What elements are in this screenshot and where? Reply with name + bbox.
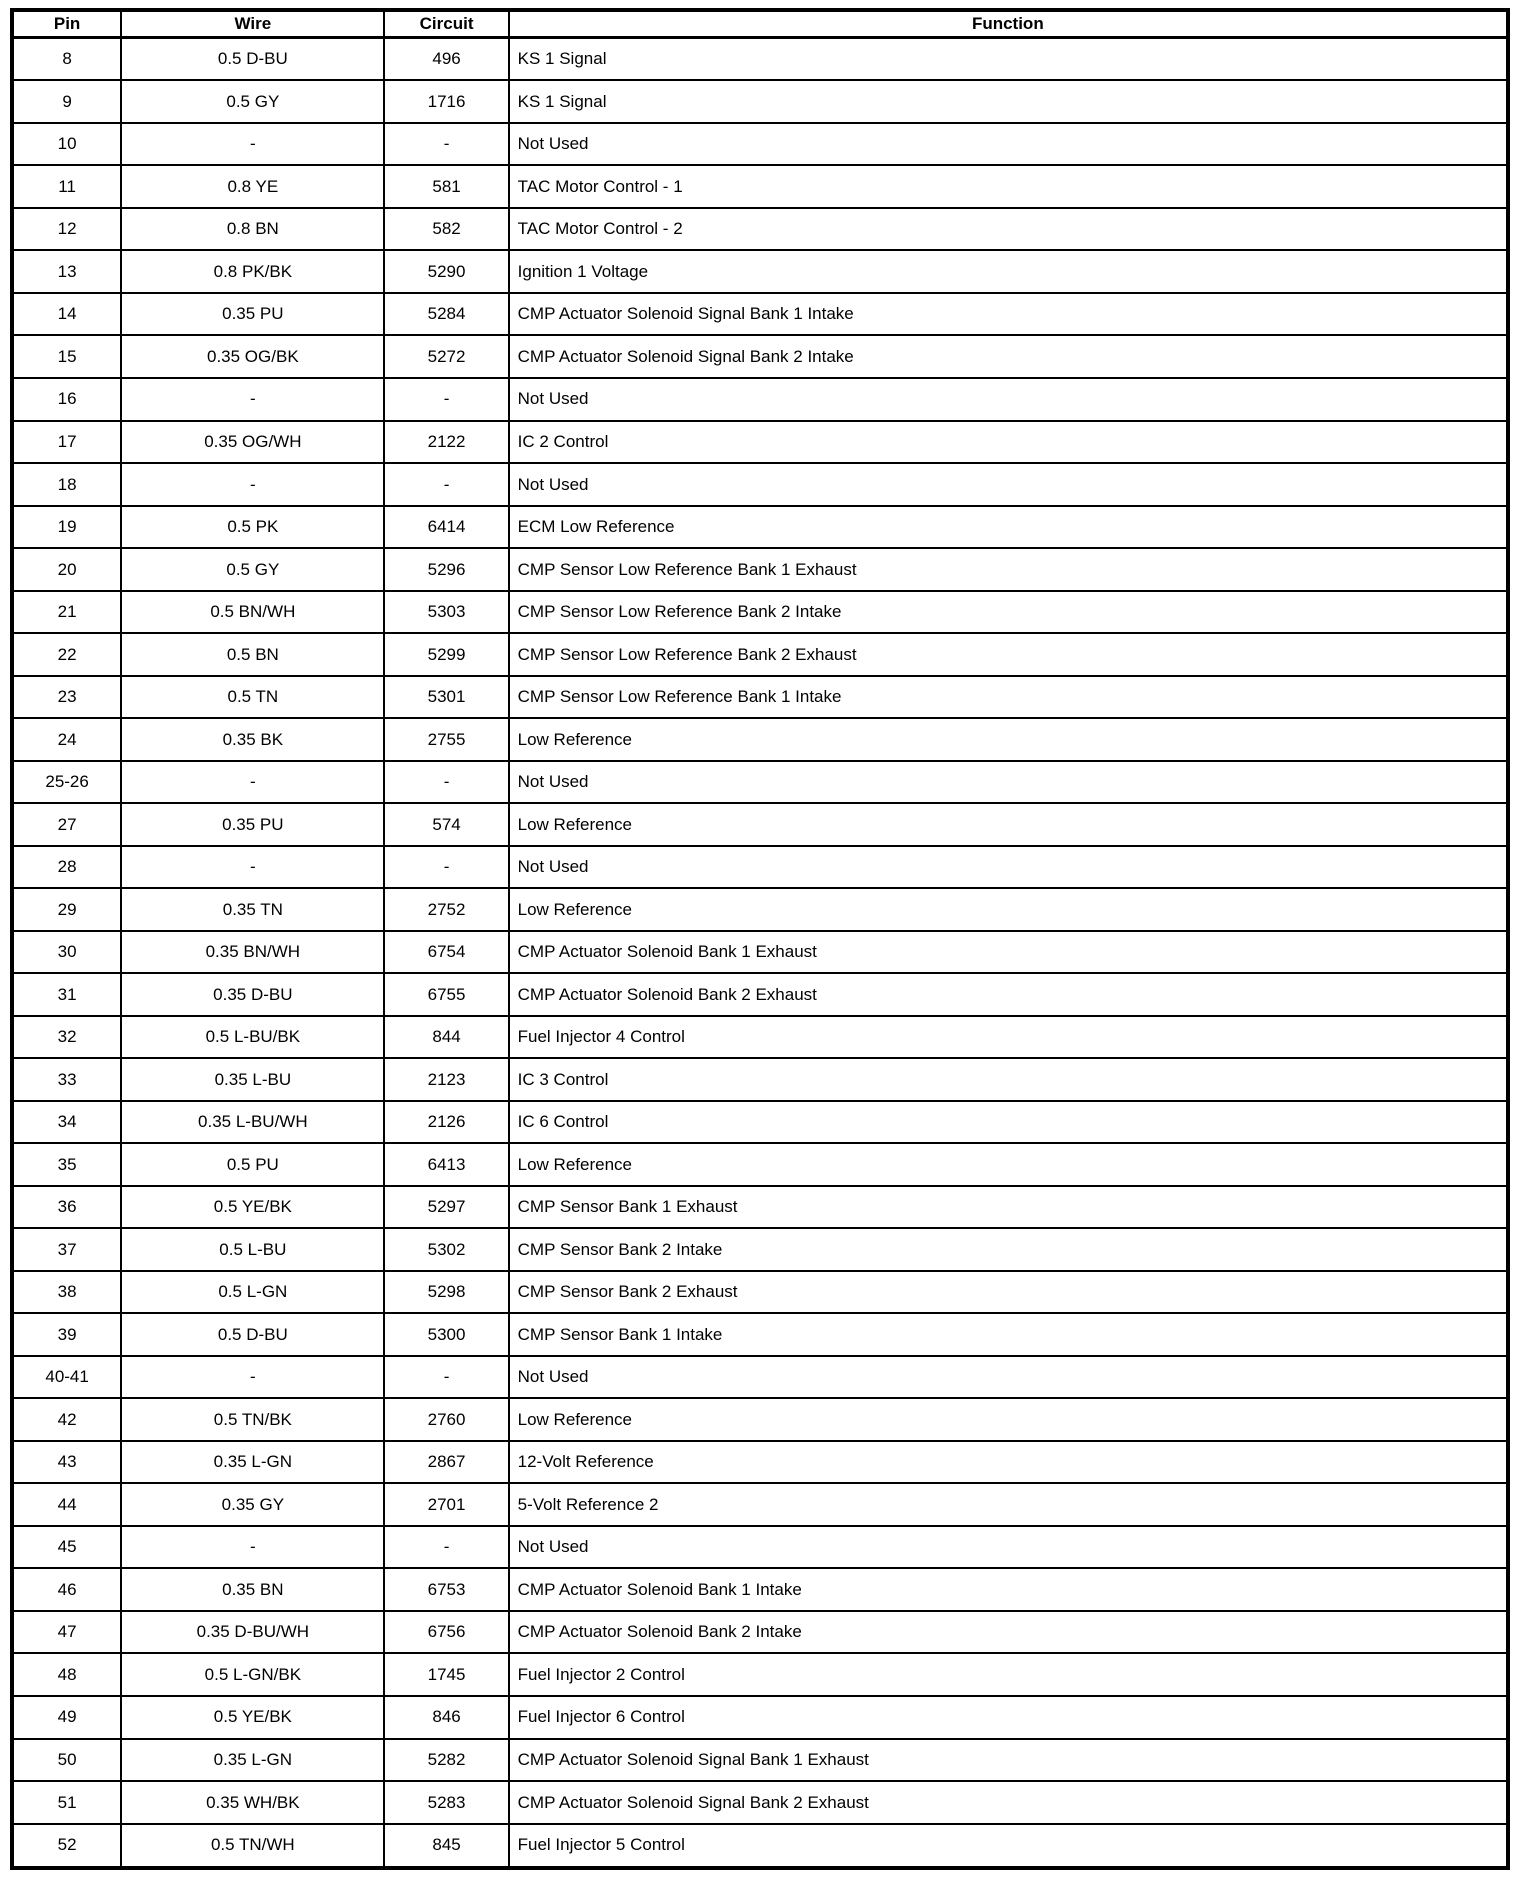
cell-circuit: 2867 xyxy=(384,1441,508,1484)
table-row xyxy=(12,761,1508,804)
cell-circuit: 6754 xyxy=(384,931,508,974)
cell-wire: 0.35 GY xyxy=(121,1483,384,1526)
table-row xyxy=(12,1696,1508,1739)
cell-function: CMP Actuator Solenoid Bank 1 Exhaust xyxy=(509,931,1508,974)
cell-circuit: 844 xyxy=(384,1016,508,1059)
cell-pin: 23 xyxy=(12,676,121,719)
header-row xyxy=(12,10,1508,37)
cell-circuit: 5298 xyxy=(384,1271,508,1314)
table-row xyxy=(12,506,1508,549)
cell-pin: 11 xyxy=(12,165,121,208)
cell-wire: 0.5 TN/BK xyxy=(121,1398,384,1441)
table-row xyxy=(12,1398,1508,1441)
cell-function: CMP Sensor Low Reference Bank 2 Intake xyxy=(509,591,1508,634)
cell-wire: 0.35 BK xyxy=(121,718,384,761)
cell-function: CMP Actuator Solenoid Signal Bank 2 Intake xyxy=(509,335,1508,378)
cell-function: IC 2 Control xyxy=(509,421,1508,464)
cell-pin: 30 xyxy=(12,931,121,974)
cell-pin: 28 xyxy=(12,846,121,889)
cell-function: 5-Volt Reference 2 xyxy=(509,1483,1508,1526)
cell-circuit: 496 xyxy=(384,37,508,80)
cell-circuit: 6753 xyxy=(384,1568,508,1611)
cell-pin: 32 xyxy=(12,1016,121,1059)
table-row xyxy=(12,973,1508,1016)
cell-wire: 0.35 OG/WH xyxy=(121,421,384,464)
cell-pin: 13 xyxy=(12,250,121,293)
cell-wire: - xyxy=(121,1356,384,1399)
cell-pin: 37 xyxy=(12,1228,121,1271)
cell-circuit: 581 xyxy=(384,165,508,208)
connector-pinout-table xyxy=(10,8,1510,1870)
cell-pin: 36 xyxy=(12,1186,121,1229)
table-row xyxy=(12,378,1508,421)
table-body xyxy=(12,37,1508,1868)
cell-circuit: 5299 xyxy=(384,633,508,676)
cell-wire: 0.8 YE xyxy=(121,165,384,208)
cell-circuit: 5297 xyxy=(384,1186,508,1229)
cell-pin: 50 xyxy=(12,1739,121,1782)
column-header-function: Function xyxy=(509,10,1508,37)
cell-wire: 0.5 L-BU xyxy=(121,1228,384,1271)
table-row xyxy=(12,676,1508,719)
cell-function: CMP Sensor Bank 2 Intake xyxy=(509,1228,1508,1271)
table-row xyxy=(12,888,1508,931)
cell-wire: 0.35 L-GN xyxy=(121,1739,384,1782)
table-row xyxy=(12,37,1508,80)
table-row xyxy=(12,548,1508,591)
cell-circuit: 2701 xyxy=(384,1483,508,1526)
cell-pin: 18 xyxy=(12,463,121,506)
cell-wire: 0.5 GY xyxy=(121,80,384,123)
cell-pin: 46 xyxy=(12,1568,121,1611)
table-row xyxy=(12,80,1508,123)
cell-pin: 29 xyxy=(12,888,121,931)
cell-circuit: 6756 xyxy=(384,1611,508,1654)
cell-pin: 33 xyxy=(12,1058,121,1101)
cell-function: Fuel Injector 4 Control xyxy=(509,1016,1508,1059)
cell-circuit: - xyxy=(384,1526,508,1569)
cell-circuit: 5300 xyxy=(384,1313,508,1356)
table-row xyxy=(12,1228,1508,1271)
cell-function: Low Reference xyxy=(509,1398,1508,1441)
cell-wire: 0.5 L-GN xyxy=(121,1271,384,1314)
cell-function: Low Reference xyxy=(509,718,1508,761)
cell-function: IC 3 Control xyxy=(509,1058,1508,1101)
cell-pin: 15 xyxy=(12,335,121,378)
cell-wire: - xyxy=(121,463,384,506)
cell-pin: 49 xyxy=(12,1696,121,1739)
cell-function: CMP Actuator Solenoid Bank 1 Intake xyxy=(509,1568,1508,1611)
cell-pin: 34 xyxy=(12,1101,121,1144)
cell-function: CMP Actuator Solenoid Bank 2 Exhaust xyxy=(509,973,1508,1016)
cell-circuit: 6755 xyxy=(384,973,508,1016)
cell-wire: - xyxy=(121,378,384,421)
table-row xyxy=(12,293,1508,336)
table-row xyxy=(12,591,1508,634)
cell-pin: 22 xyxy=(12,633,121,676)
cell-function: Ignition 1 Voltage xyxy=(509,250,1508,293)
cell-wire: 0.8 PK/BK xyxy=(121,250,384,293)
cell-function: ECM Low Reference xyxy=(509,506,1508,549)
cell-pin: 47 xyxy=(12,1611,121,1654)
cell-wire: 0.5 YE/BK xyxy=(121,1186,384,1229)
cell-circuit: 845 xyxy=(384,1824,508,1868)
cell-wire: 0.35 PU xyxy=(121,803,384,846)
table-row xyxy=(12,931,1508,974)
cell-wire: 0.35 D-BU/WH xyxy=(121,1611,384,1654)
cell-circuit: 2760 xyxy=(384,1398,508,1441)
table-row xyxy=(12,846,1508,889)
cell-pin: 52 xyxy=(12,1824,121,1868)
cell-circuit: 846 xyxy=(384,1696,508,1739)
table-row xyxy=(12,1526,1508,1569)
cell-circuit: - xyxy=(384,123,508,166)
cell-function: CMP Sensor Low Reference Bank 1 Exhaust xyxy=(509,548,1508,591)
cell-function: CMP Sensor Low Reference Bank 2 Exhaust xyxy=(509,633,1508,676)
cell-wire: 0.35 OG/BK xyxy=(121,335,384,378)
cell-function: Fuel Injector 5 Control xyxy=(509,1824,1508,1868)
cell-wire: 0.5 L-BU/BK xyxy=(121,1016,384,1059)
cell-circuit: 5284 xyxy=(384,293,508,336)
cell-wire: 0.5 BN/WH xyxy=(121,591,384,634)
cell-pin: 31 xyxy=(12,973,121,1016)
cell-wire: 0.35 L-GN xyxy=(121,1441,384,1484)
cell-pin: 39 xyxy=(12,1313,121,1356)
table-row xyxy=(12,803,1508,846)
cell-circuit: - xyxy=(384,846,508,889)
cell-pin: 25-26 xyxy=(12,761,121,804)
cell-pin: 9 xyxy=(12,80,121,123)
cell-function: Fuel Injector 6 Control xyxy=(509,1696,1508,1739)
cell-function: KS 1 Signal xyxy=(509,80,1508,123)
column-header-wire: Wire xyxy=(121,10,384,37)
cell-circuit: 5302 xyxy=(384,1228,508,1271)
cell-circuit: 2126 xyxy=(384,1101,508,1144)
cell-pin: 27 xyxy=(12,803,121,846)
cell-pin: 8 xyxy=(12,37,121,80)
cell-function: IC 6 Control xyxy=(509,1101,1508,1144)
table-row xyxy=(12,1611,1508,1654)
cell-circuit: 5283 xyxy=(384,1781,508,1824)
cell-pin: 16 xyxy=(12,378,121,421)
cell-circuit: 5303 xyxy=(384,591,508,634)
cell-pin: 10 xyxy=(12,123,121,166)
cell-wire: 0.5 TN/WH xyxy=(121,1824,384,1868)
cell-function: Not Used xyxy=(509,761,1508,804)
cell-wire: - xyxy=(121,123,384,166)
cell-function: 12-Volt Reference xyxy=(509,1441,1508,1484)
cell-circuit: 2123 xyxy=(384,1058,508,1101)
cell-circuit: 2752 xyxy=(384,888,508,931)
table-row xyxy=(12,1739,1508,1782)
cell-pin: 51 xyxy=(12,1781,121,1824)
cell-function: TAC Motor Control - 1 xyxy=(509,165,1508,208)
cell-wire: 0.5 PU xyxy=(121,1143,384,1186)
cell-wire: 0.8 BN xyxy=(121,208,384,251)
table-row xyxy=(12,1271,1508,1314)
table-row xyxy=(12,421,1508,464)
cell-pin: 42 xyxy=(12,1398,121,1441)
table-row xyxy=(12,1824,1508,1868)
cell-function: KS 1 Signal xyxy=(509,37,1508,80)
table-row xyxy=(12,123,1508,166)
cell-pin: 17 xyxy=(12,421,121,464)
cell-function: Not Used xyxy=(509,1356,1508,1399)
cell-wire: 0.35 L-BU xyxy=(121,1058,384,1101)
cell-circuit: 5296 xyxy=(384,548,508,591)
table-row xyxy=(12,1016,1508,1059)
cell-wire: 0.35 PU xyxy=(121,293,384,336)
cell-pin: 45 xyxy=(12,1526,121,1569)
table-row xyxy=(12,250,1508,293)
table-row xyxy=(12,165,1508,208)
table-row xyxy=(12,633,1508,676)
cell-wire: 0.5 L-GN/BK xyxy=(121,1653,384,1696)
cell-circuit: 6413 xyxy=(384,1143,508,1186)
cell-circuit: - xyxy=(384,1356,508,1399)
table-row xyxy=(12,1058,1508,1101)
table-row xyxy=(12,1441,1508,1484)
cell-pin: 21 xyxy=(12,591,121,634)
cell-pin: 38 xyxy=(12,1271,121,1314)
table-row xyxy=(12,1143,1508,1186)
cell-function: Low Reference xyxy=(509,803,1508,846)
cell-function: Not Used xyxy=(509,378,1508,421)
cell-function: Not Used xyxy=(509,1526,1508,1569)
cell-circuit: 5290 xyxy=(384,250,508,293)
cell-pin: 20 xyxy=(12,548,121,591)
cell-wire: - xyxy=(121,1526,384,1569)
cell-circuit: 5301 xyxy=(384,676,508,719)
cell-wire: 0.35 BN xyxy=(121,1568,384,1611)
cell-wire: 0.5 D-BU xyxy=(121,1313,384,1356)
cell-pin: 40-41 xyxy=(12,1356,121,1399)
cell-pin: 44 xyxy=(12,1483,121,1526)
cell-circuit: 1745 xyxy=(384,1653,508,1696)
cell-circuit: 5272 xyxy=(384,335,508,378)
cell-circuit: - xyxy=(384,761,508,804)
cell-wire: 0.5 BN xyxy=(121,633,384,676)
cell-pin: 12 xyxy=(12,208,121,251)
table-row xyxy=(12,335,1508,378)
cell-wire: 0.35 BN/WH xyxy=(121,931,384,974)
cell-pin: 48 xyxy=(12,1653,121,1696)
table-row xyxy=(12,1483,1508,1526)
cell-function: Low Reference xyxy=(509,888,1508,931)
cell-circuit: - xyxy=(384,378,508,421)
cell-wire: 0.35 D-BU xyxy=(121,973,384,1016)
cell-function: Not Used xyxy=(509,123,1508,166)
cell-circuit: 582 xyxy=(384,208,508,251)
cell-function: CMP Actuator Solenoid Bank 2 Intake xyxy=(509,1611,1508,1654)
table-row xyxy=(12,1568,1508,1611)
cell-pin: 43 xyxy=(12,1441,121,1484)
cell-wire: 0.35 L-BU/WH xyxy=(121,1101,384,1144)
cell-wire: 0.5 GY xyxy=(121,548,384,591)
cell-wire: 0.5 D-BU xyxy=(121,37,384,80)
table-row xyxy=(12,1653,1508,1696)
cell-wire: 0.5 TN xyxy=(121,676,384,719)
cell-wire: 0.35 WH/BK xyxy=(121,1781,384,1824)
cell-pin: 19 xyxy=(12,506,121,549)
cell-function: CMP Sensor Low Reference Bank 1 Intake xyxy=(509,676,1508,719)
cell-wire: 0.5 YE/BK xyxy=(121,1696,384,1739)
cell-wire: 0.5 PK xyxy=(121,506,384,549)
cell-function: Low Reference xyxy=(509,1143,1508,1186)
cell-pin: 14 xyxy=(12,293,121,336)
cell-circuit: - xyxy=(384,463,508,506)
cell-function: CMP Actuator Solenoid Signal Bank 2 Exhaust xyxy=(509,1781,1508,1824)
cell-circuit: 1716 xyxy=(384,80,508,123)
cell-function: CMP Actuator Solenoid Signal Bank 1 Intake xyxy=(509,293,1508,336)
cell-circuit: 6414 xyxy=(384,506,508,549)
table-row xyxy=(12,718,1508,761)
cell-function: Not Used xyxy=(509,463,1508,506)
cell-pin: 24 xyxy=(12,718,121,761)
cell-function: Not Used xyxy=(509,846,1508,889)
table-row xyxy=(12,1101,1508,1144)
cell-pin: 35 xyxy=(12,1143,121,1186)
table-row xyxy=(12,1781,1508,1824)
cell-function: TAC Motor Control - 2 xyxy=(509,208,1508,251)
cell-function: CMP Sensor Bank 2 Exhaust xyxy=(509,1271,1508,1314)
cell-circuit: 5282 xyxy=(384,1739,508,1782)
cell-circuit: 2122 xyxy=(384,421,508,464)
cell-wire: 0.35 TN xyxy=(121,888,384,931)
cell-function: CMP Sensor Bank 1 Intake xyxy=(509,1313,1508,1356)
cell-circuit: 2755 xyxy=(384,718,508,761)
table-row xyxy=(12,1356,1508,1399)
column-header-circuit: Circuit xyxy=(384,10,508,37)
cell-function: CMP Sensor Bank 1 Exhaust xyxy=(509,1186,1508,1229)
table-row xyxy=(12,463,1508,506)
cell-function: Fuel Injector 2 Control xyxy=(509,1653,1508,1696)
table-row xyxy=(12,1186,1508,1229)
cell-function: CMP Actuator Solenoid Signal Bank 1 Exhaust xyxy=(509,1739,1508,1782)
table-row xyxy=(12,208,1508,251)
cell-circuit: 574 xyxy=(384,803,508,846)
cell-wire: - xyxy=(121,761,384,804)
cell-wire: - xyxy=(121,846,384,889)
table-row xyxy=(12,1313,1508,1356)
column-header-pin: Pin xyxy=(12,10,121,37)
